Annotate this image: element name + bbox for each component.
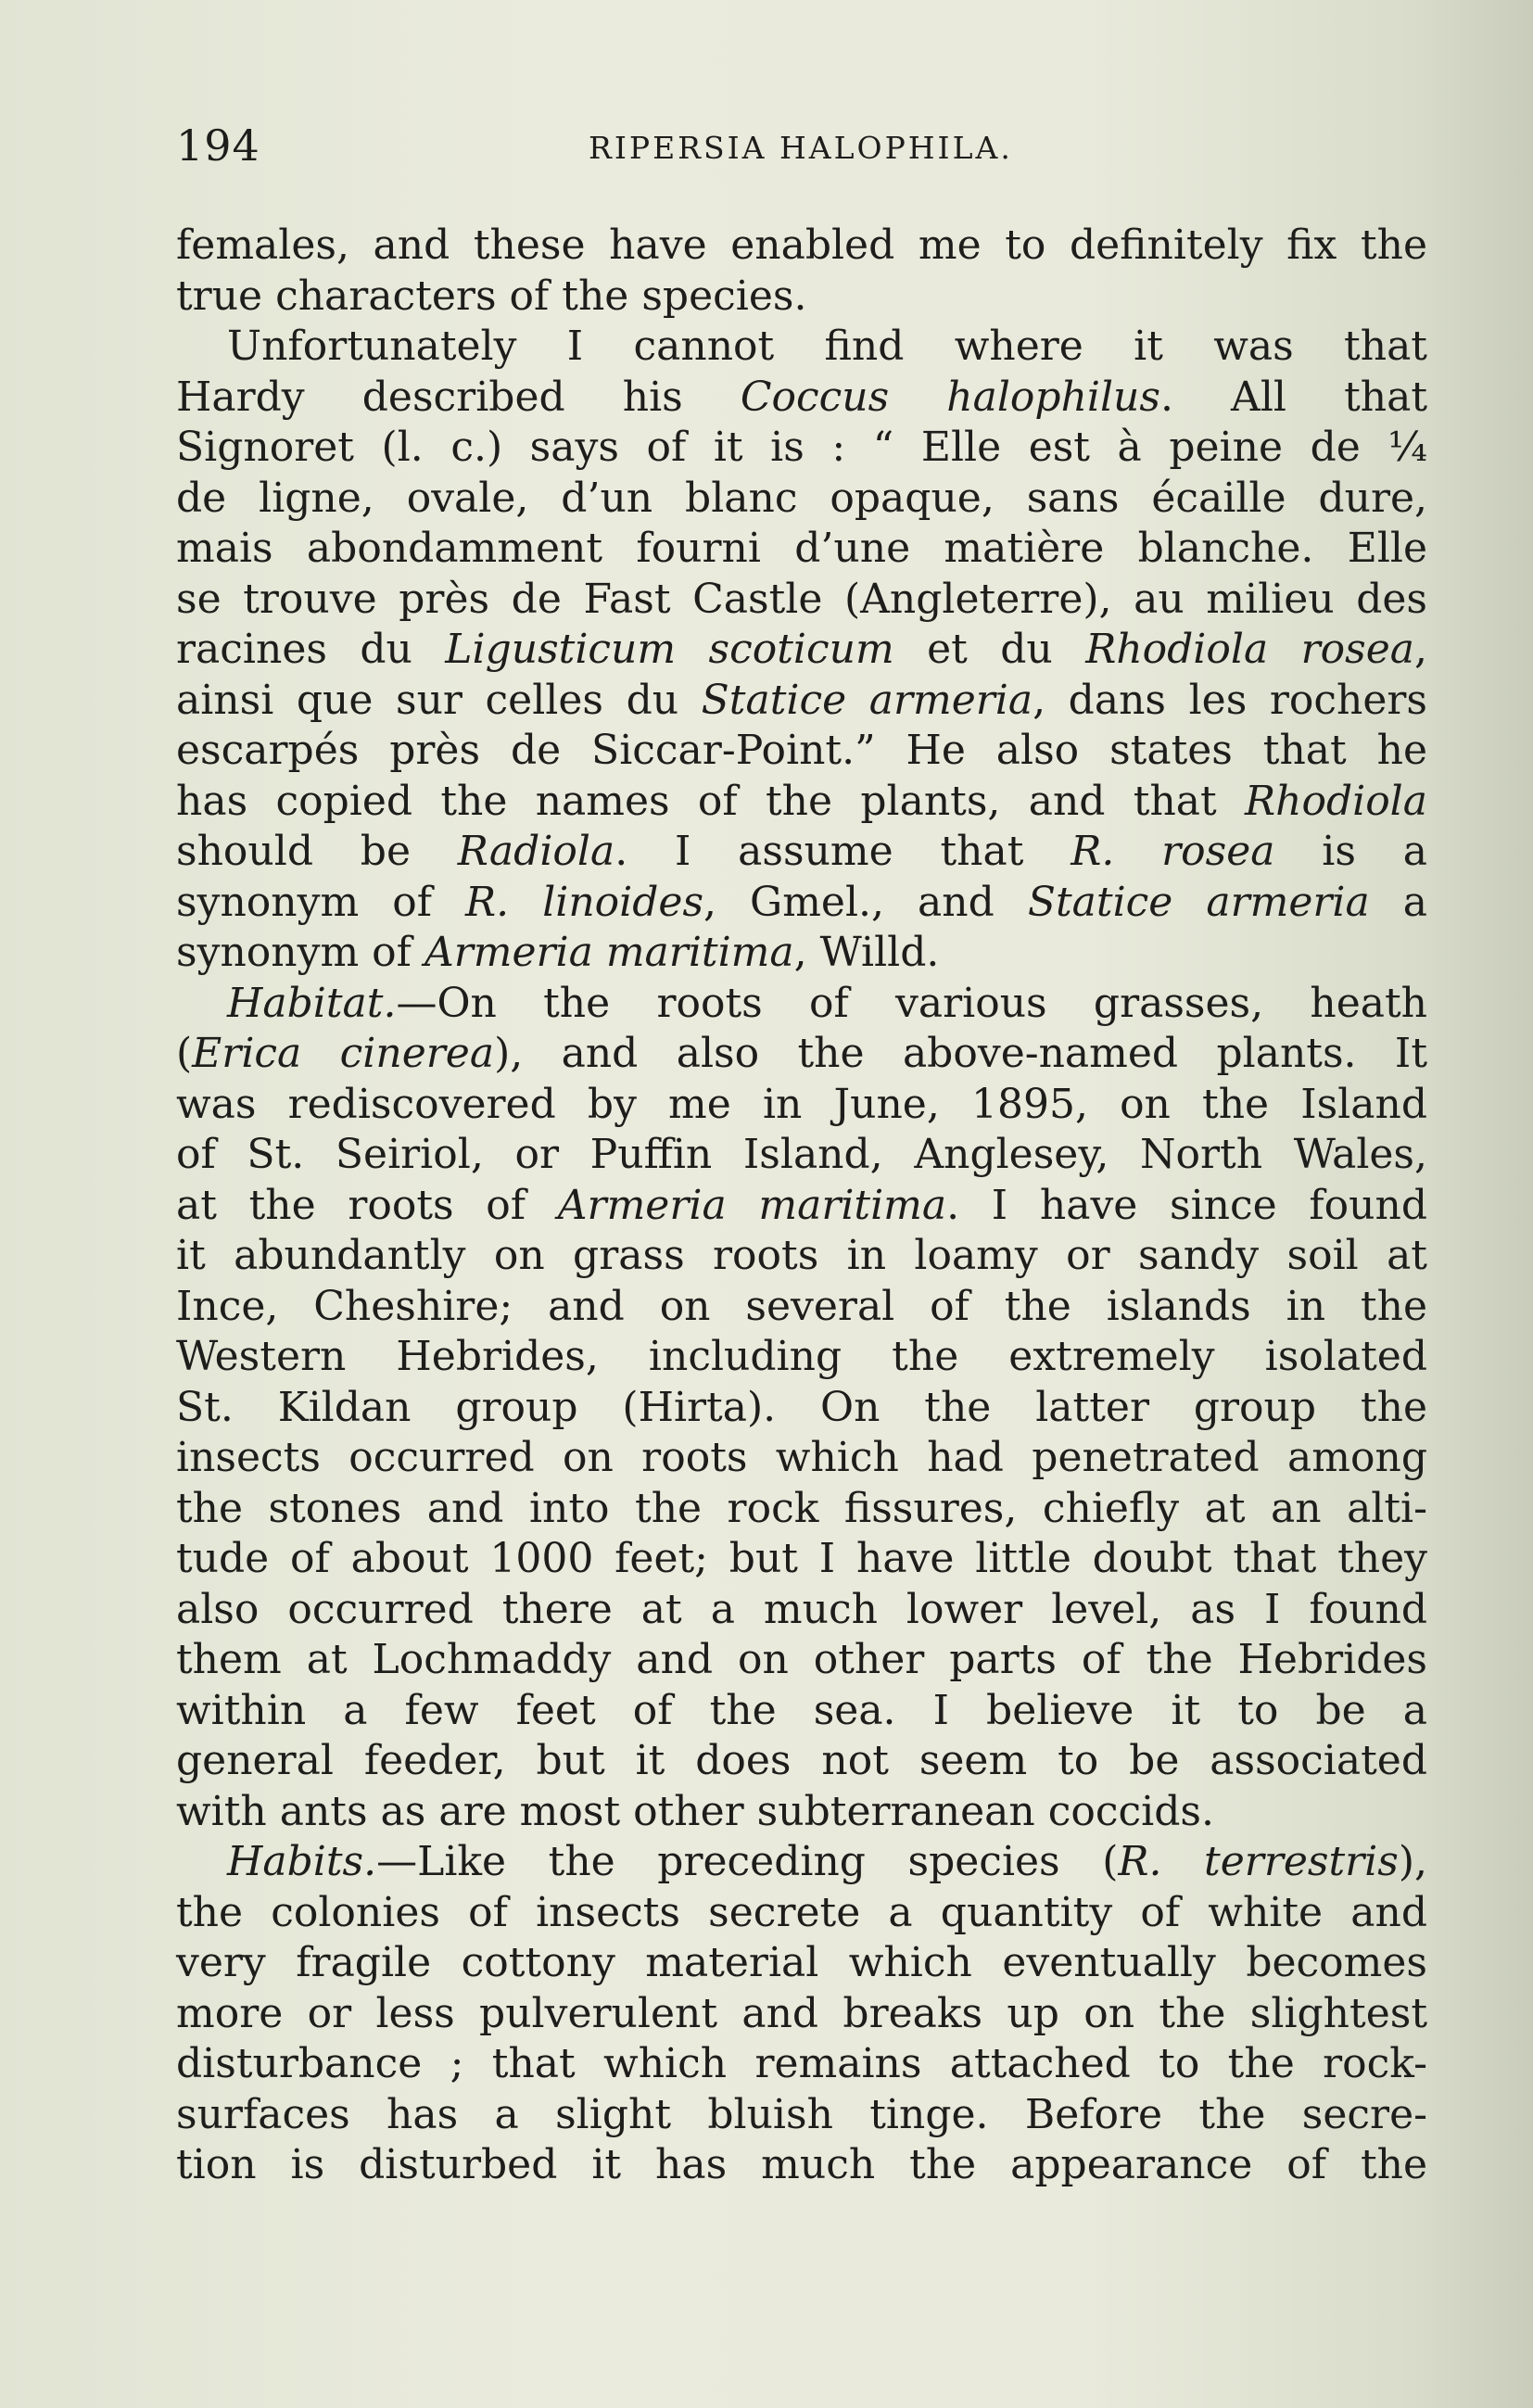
text-line: tude of about 1000 feet; but I have little doubt that they xyxy=(176,1535,1427,1582)
text-line: insects occurred on roots which had penetrated among xyxy=(176,1434,1427,1481)
text-line: disturbance ; that which remains attached to the rock- xyxy=(176,2040,1427,2087)
text-line: with ants as are most other subterranean coccids. xyxy=(176,1787,1214,1835)
text-line: within a few feet of the sea. I believe it to be a xyxy=(176,1686,1427,1734)
text-line: has copied the names of the plants, and that Rhodiola xyxy=(176,777,1427,825)
text-line: of St. Seiriol, or Puffin Island, Anglesey, North Wales, xyxy=(176,1131,1427,1178)
text-line: was rediscovered by me in June, 1895, on the Island xyxy=(176,1080,1427,1128)
text-line: Habits.—Like the preceding species (R. terrestris), xyxy=(227,1838,1427,1885)
text-line: Habitat.—On the roots of various grasses, heath xyxy=(227,979,1427,1027)
text-line: mais abondamment fourni d’une matière blanche. Elle xyxy=(176,525,1427,572)
text-line: synonym of R. linoides, Gmel., and Statice armeria a xyxy=(176,878,1428,926)
text-line: se trouve près de Fast Castle (Angleterre), au milieu des xyxy=(176,575,1427,623)
text-line: tion is disturbed it has much the appearance of the xyxy=(176,2141,1427,2188)
text-line: synonym of Armeria maritima, Willd. xyxy=(176,929,940,976)
text-line: escarpés près de Siccar-Point.” He also states that he xyxy=(176,727,1427,774)
text-line: at the roots of Armeria maritima. I have since found xyxy=(176,1181,1428,1229)
text-line: Ince, Cheshire; and on several of the islands in the xyxy=(176,1282,1427,1330)
text-line: also occurred there at a much lower level, as I found xyxy=(176,1585,1427,1633)
text-line: (Erica cinerea), and also the above-named plants. It xyxy=(176,1030,1427,1077)
text-line: them at Lochmaddy and on other parts of the Hebrides xyxy=(176,1636,1427,1683)
text-line: Western Hebrides, including the extremely isolated xyxy=(176,1333,1427,1380)
text-line: the stones and into the rock fissures, chiefly at an alti- xyxy=(176,1484,1427,1532)
text-line: Signoret (l. c.) says of it is : “ Elle est à peine de ¼ xyxy=(176,424,1427,471)
text-line: de ligne, ovale, d’un blanc opaque, sans écaille dure, xyxy=(176,474,1427,522)
text-line: more or less pulverulent and breaks up on the slightest xyxy=(176,1989,1427,2037)
text-line: Unfortunately I cannot find where it was that xyxy=(227,323,1427,370)
text-line: it abundantly on grass roots in loamy or sandy soil at xyxy=(176,1232,1427,1279)
text-line: ainsi que sur celles du Statice armeria, dans les rochers xyxy=(176,676,1428,724)
page-number: 194 xyxy=(176,120,260,171)
text-line: St. Kildan group (Hirta). On the latter group the xyxy=(176,1383,1427,1431)
text-line: true characters of the species. xyxy=(176,272,807,320)
text-line: general feeder, but it does not seem to be associated xyxy=(176,1737,1427,1784)
body-text xyxy=(176,221,1427,2191)
text-line: surfaces has a slight bluish tinge. Before the secre- xyxy=(176,2090,1427,2138)
text-line: the colonies of insects secrete a quantity of white and xyxy=(176,1888,1427,1936)
text-line: very fragile cottony material which eventually becomes xyxy=(176,1939,1427,1986)
text-line: racines du Ligusticum scoticum et du Rhodiola rosea, xyxy=(176,626,1427,673)
text-line: Hardy described his Coccus halophilus. All that xyxy=(176,373,1428,421)
page-header xyxy=(176,120,1427,176)
running-head: RIPERSIA HALOPHILA. xyxy=(589,130,1013,166)
text-line: should be Radiola. I assume that R. rosea is a xyxy=(176,828,1427,875)
text-line: females, and these have enabled me to definitely fix the xyxy=(176,222,1427,269)
